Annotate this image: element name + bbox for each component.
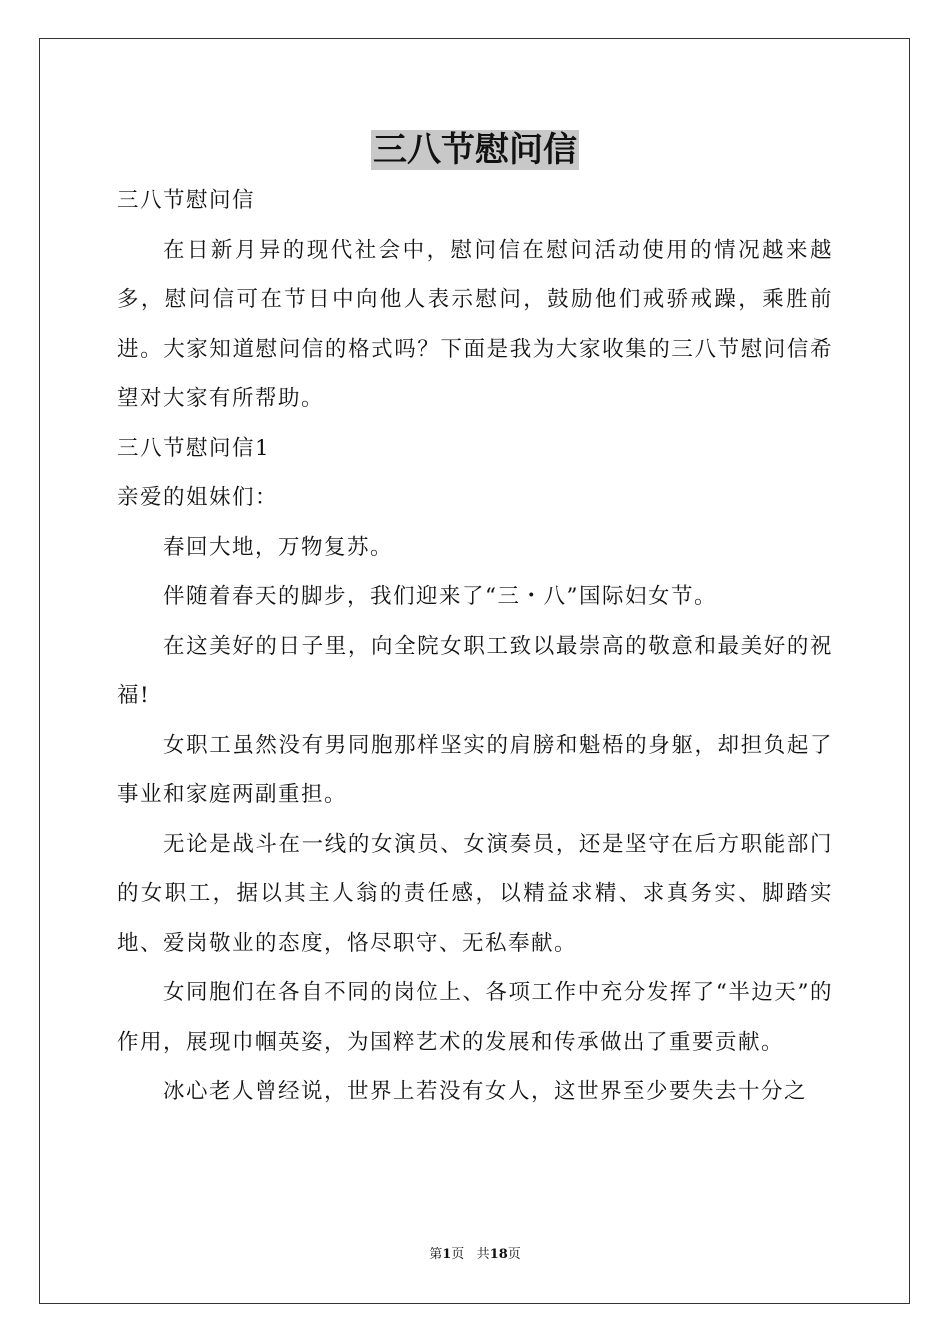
body-paragraph: 三八节慰问信1 [117, 435, 271, 461]
footer-page-suffix: 页 [451, 1247, 465, 1262]
page-footer [0, 1246, 950, 1264]
footer-page-number: 1 [442, 1247, 452, 1262]
body-paragraph: 在日新月异的现代社会中，慰问信在慰问活动使用的情况越来越多，慰问信可在节日中向他人表示慰问，鼓励他们戒骄戒躁，乘胜前进。大家知道慰问信的格式吗？下面是我为大家收集的三八节慰问信希望对大家有所帮助。 [117, 237, 833, 411]
footer-total-prefix: 共 [476, 1247, 490, 1262]
document-body [117, 176, 833, 1117]
body-paragraph: 女同胞们在各自不同的岗位上、各项工作中充分发挥了“半边天”的作用，展现巾帼英姿，为国粹艺术的发展和传承做出了重要贡献。 [117, 980, 833, 1055]
body-paragraph: 冰心老人曾经说，世界上若没有女人，这世界至少要失去十分之 [163, 1079, 808, 1104]
body-paragraph: 女职工虽然没有男同胞那样坚实的肩膀和魁梧的身躯，却担负起了事业和家庭两副重担。 [117, 732, 833, 807]
body-paragraph: 无论是战斗在一线的女演员、女演奏员，还是坚守在后方职能部门的女职工，据以其主人翁的责任感，以精益求精、求真务实、脚踏实地、爱岗敬业的态度，恪尽职守、无私奉献。 [117, 831, 833, 956]
body-paragraph: 伴随着春天的脚步，我们迎来了“三・八”国际妇女节。 [163, 584, 717, 609]
footer-total-suffix: 页 [507, 1247, 521, 1262]
footer-page-prefix: 第 [429, 1247, 443, 1262]
body-paragraph: 春回大地，万物复苏。 [163, 534, 394, 560]
document-title [0, 128, 950, 172]
body-paragraph: 在这美好的日子里，向全院女职工致以最崇高的敬意和最美好的祝福! [117, 633, 833, 708]
body-paragraph: 亲爱的姐妹们： [117, 485, 279, 510]
footer-total-pages: 18 [489, 1247, 508, 1262]
body-paragraph: 三八节慰问信 [117, 188, 256, 213]
document-title-text: 三八节慰问信 [373, 130, 577, 170]
